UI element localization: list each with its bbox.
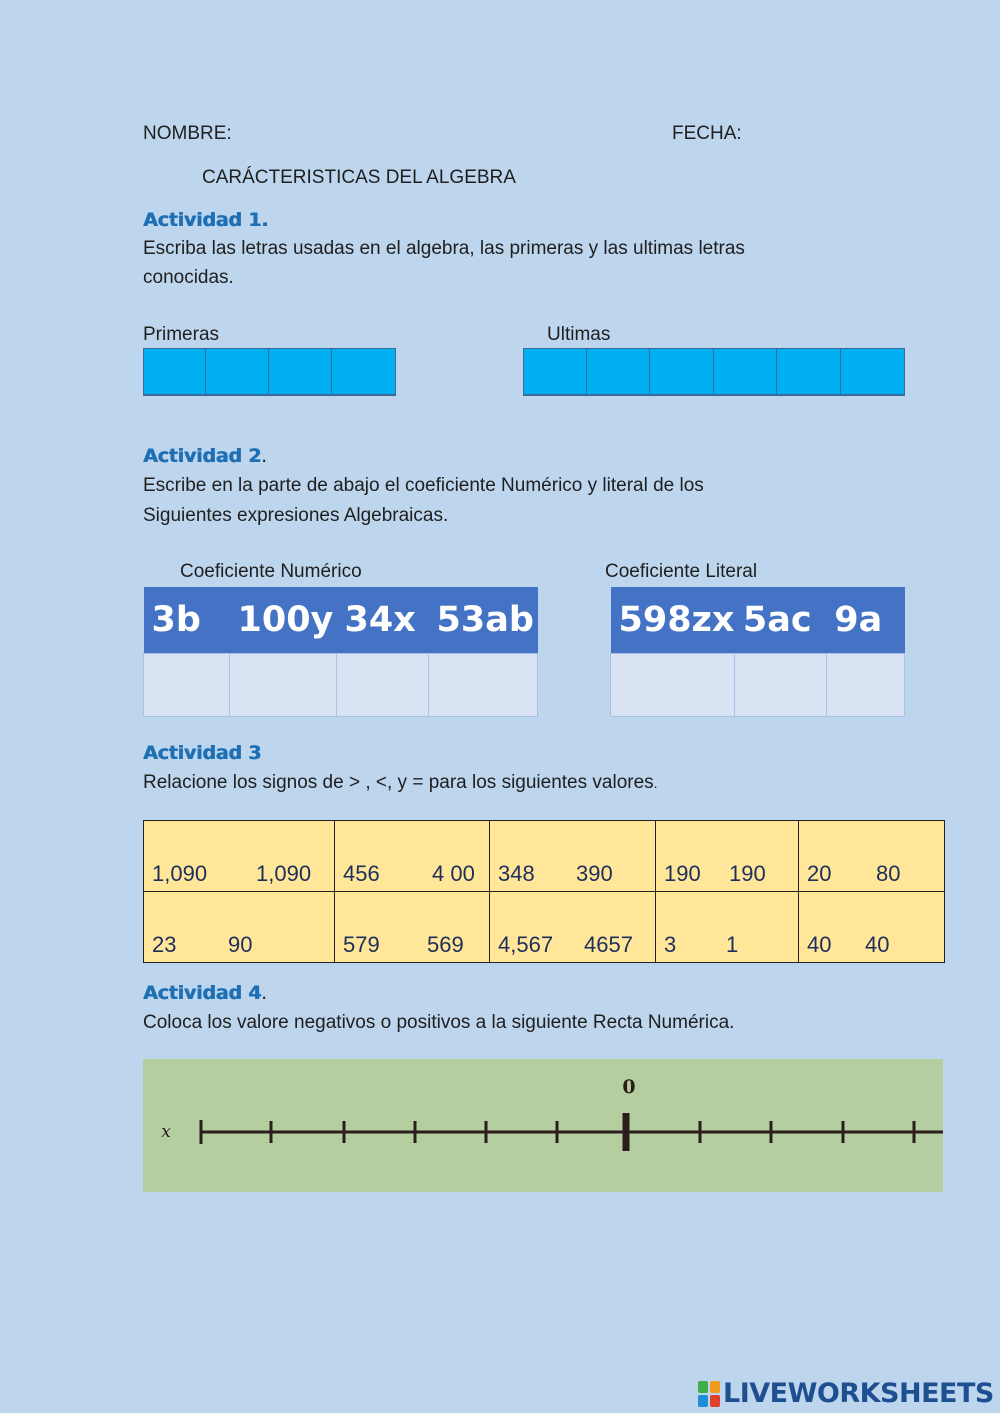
relation-right-value: 1,090 — [256, 861, 312, 886]
activity4-title-text: Actividad 4 — [143, 982, 262, 1004]
primeras-input-box[interactable] — [332, 348, 396, 394]
relation-left-value: 190 — [664, 861, 701, 886]
activity2-title-text: Actividad 2 — [143, 445, 262, 467]
primeras-input-box[interactable] — [143, 348, 206, 394]
relation-cell[interactable] — [335, 892, 490, 963]
activity4-instruction: Coloca los valore negativos o positivos a la siguiente Recta Numérica. — [143, 1012, 735, 1033]
number-line — [143, 1059, 943, 1192]
relation-right-value: 1 — [726, 932, 739, 957]
liveworksheets-logo-icon — [697, 1380, 721, 1408]
numerico-term: 100y — [230, 587, 337, 654]
relation-left-value: 40 — [807, 932, 832, 957]
primeras-input-box[interactable] — [206, 348, 269, 394]
relation-right-value: 90 — [228, 932, 253, 957]
nombre-label: NOMBRE: — [143, 123, 232, 144]
ultimas-input-box[interactable] — [523, 348, 587, 394]
literal-term: 9a — [826, 587, 904, 654]
relation-cell[interactable] — [144, 821, 335, 892]
relation-right-value: 569 — [427, 932, 464, 957]
number-line-panel — [143, 1059, 943, 1192]
numerico-answer-cell[interactable] — [337, 654, 429, 717]
table-row — [144, 892, 945, 963]
activity4-title — [143, 982, 267, 1004]
activity2-title — [143, 445, 267, 467]
primeras-boxes — [143, 348, 396, 396]
relation-right-value: 390 — [576, 861, 613, 886]
activity2-title-dot: . — [261, 445, 267, 467]
numerico-term: 34x — [337, 587, 429, 654]
activity1-title: Actividad 1. — [143, 209, 269, 231]
axis-variable-label: x — [161, 1122, 171, 1142]
relation-left-value: 20 — [807, 861, 832, 886]
numerico-term: 53ab — [429, 587, 538, 654]
ultimas-input-box[interactable] — [777, 348, 841, 394]
literal-term: 598zx — [611, 587, 735, 654]
literal-term: 5ac — [735, 587, 826, 654]
relation-left-value: 4,567 — [498, 932, 554, 957]
relation-cell[interactable] — [335, 821, 490, 892]
primeras-input-box[interactable] — [269, 348, 332, 394]
ultimas-boxes — [523, 348, 905, 396]
literal-answer-cell[interactable] — [735, 654, 826, 717]
activity3-title: Actividad 3 — [143, 742, 262, 764]
relation-left-value: 579 — [343, 932, 380, 957]
numerico-answer-cell[interactable] — [230, 654, 337, 717]
relation-table — [143, 820, 945, 963]
activity4-title-dot: . — [261, 982, 267, 1004]
activity1-instruction-line2: conocidas. — [143, 267, 234, 288]
ultimas-input-box[interactable] — [650, 348, 714, 394]
activity3-instruction-dot: . — [653, 775, 658, 791]
relation-right-value: 80 — [876, 861, 901, 886]
fecha-label: FECHA: — [672, 123, 742, 144]
coef-literal-table — [610, 587, 905, 717]
relation-left-value: 3 — [664, 932, 677, 957]
relation-left-value: 1,090 — [152, 861, 208, 886]
ultimas-input-box[interactable] — [714, 348, 777, 394]
relation-cell[interactable] — [799, 892, 945, 963]
ultimas-label: Ultimas — [547, 324, 611, 345]
relation-cell[interactable] — [656, 892, 799, 963]
relation-right-value: 4657 — [584, 932, 633, 957]
numerico-answer-cell[interactable] — [429, 654, 538, 717]
activity1-instruction-line1: Escriba las letras usadas en el algebra, las primeras y las ultimas letras — [143, 238, 745, 259]
activity3-instruction — [143, 768, 658, 798]
literal-answer-cell[interactable] — [826, 654, 904, 717]
ultimas-input-box[interactable] — [587, 348, 650, 394]
primeras-label: Primeras — [143, 324, 220, 345]
activity3-instruction-text: Relacione los signos de > , <, y = para los siguientes valores — [143, 772, 654, 793]
page-title: CARÁCTERISTICAS DEL ALGEBRA — [202, 167, 516, 188]
relation-cell[interactable] — [144, 892, 335, 963]
relation-cell[interactable] — [656, 821, 799, 892]
liveworksheets-logo — [697, 1378, 994, 1409]
literal-answer-cell[interactable] — [611, 654, 735, 717]
relation-right-value: 4 00 — [432, 861, 475, 886]
activity2-instruction-line2: Siguientes expresiones Algebraicas. — [143, 505, 449, 526]
coef-numerico-label: Coeficiente Numérico — [180, 561, 362, 582]
coef-numerico-table — [143, 587, 538, 717]
relation-right-value: 190 — [729, 861, 766, 886]
relation-left-value: 23 — [152, 932, 177, 957]
coef-literal-label: Coeficiente Literal — [605, 561, 758, 582]
ultimas-input-box[interactable] — [841, 348, 905, 394]
numerico-answer-cell[interactable] — [144, 654, 230, 717]
relation-cell[interactable] — [799, 821, 945, 892]
relation-left-value: 348 — [498, 861, 535, 886]
relation-right-value: 40 — [865, 932, 890, 957]
liveworksheets-logo-text: LIVEWORKSHEETS — [723, 1378, 994, 1409]
activity2-instruction-line1: Escribe en la parte de abajo el coeficiente Numérico y literal de los — [143, 475, 704, 496]
relation-cell[interactable] — [490, 821, 656, 892]
table-row — [144, 821, 945, 892]
zero-label: 0 — [622, 1076, 636, 1098]
numerico-term: 3b — [144, 587, 230, 654]
relation-left-value: 456 — [343, 861, 380, 886]
relation-cell[interactable] — [490, 892, 656, 963]
